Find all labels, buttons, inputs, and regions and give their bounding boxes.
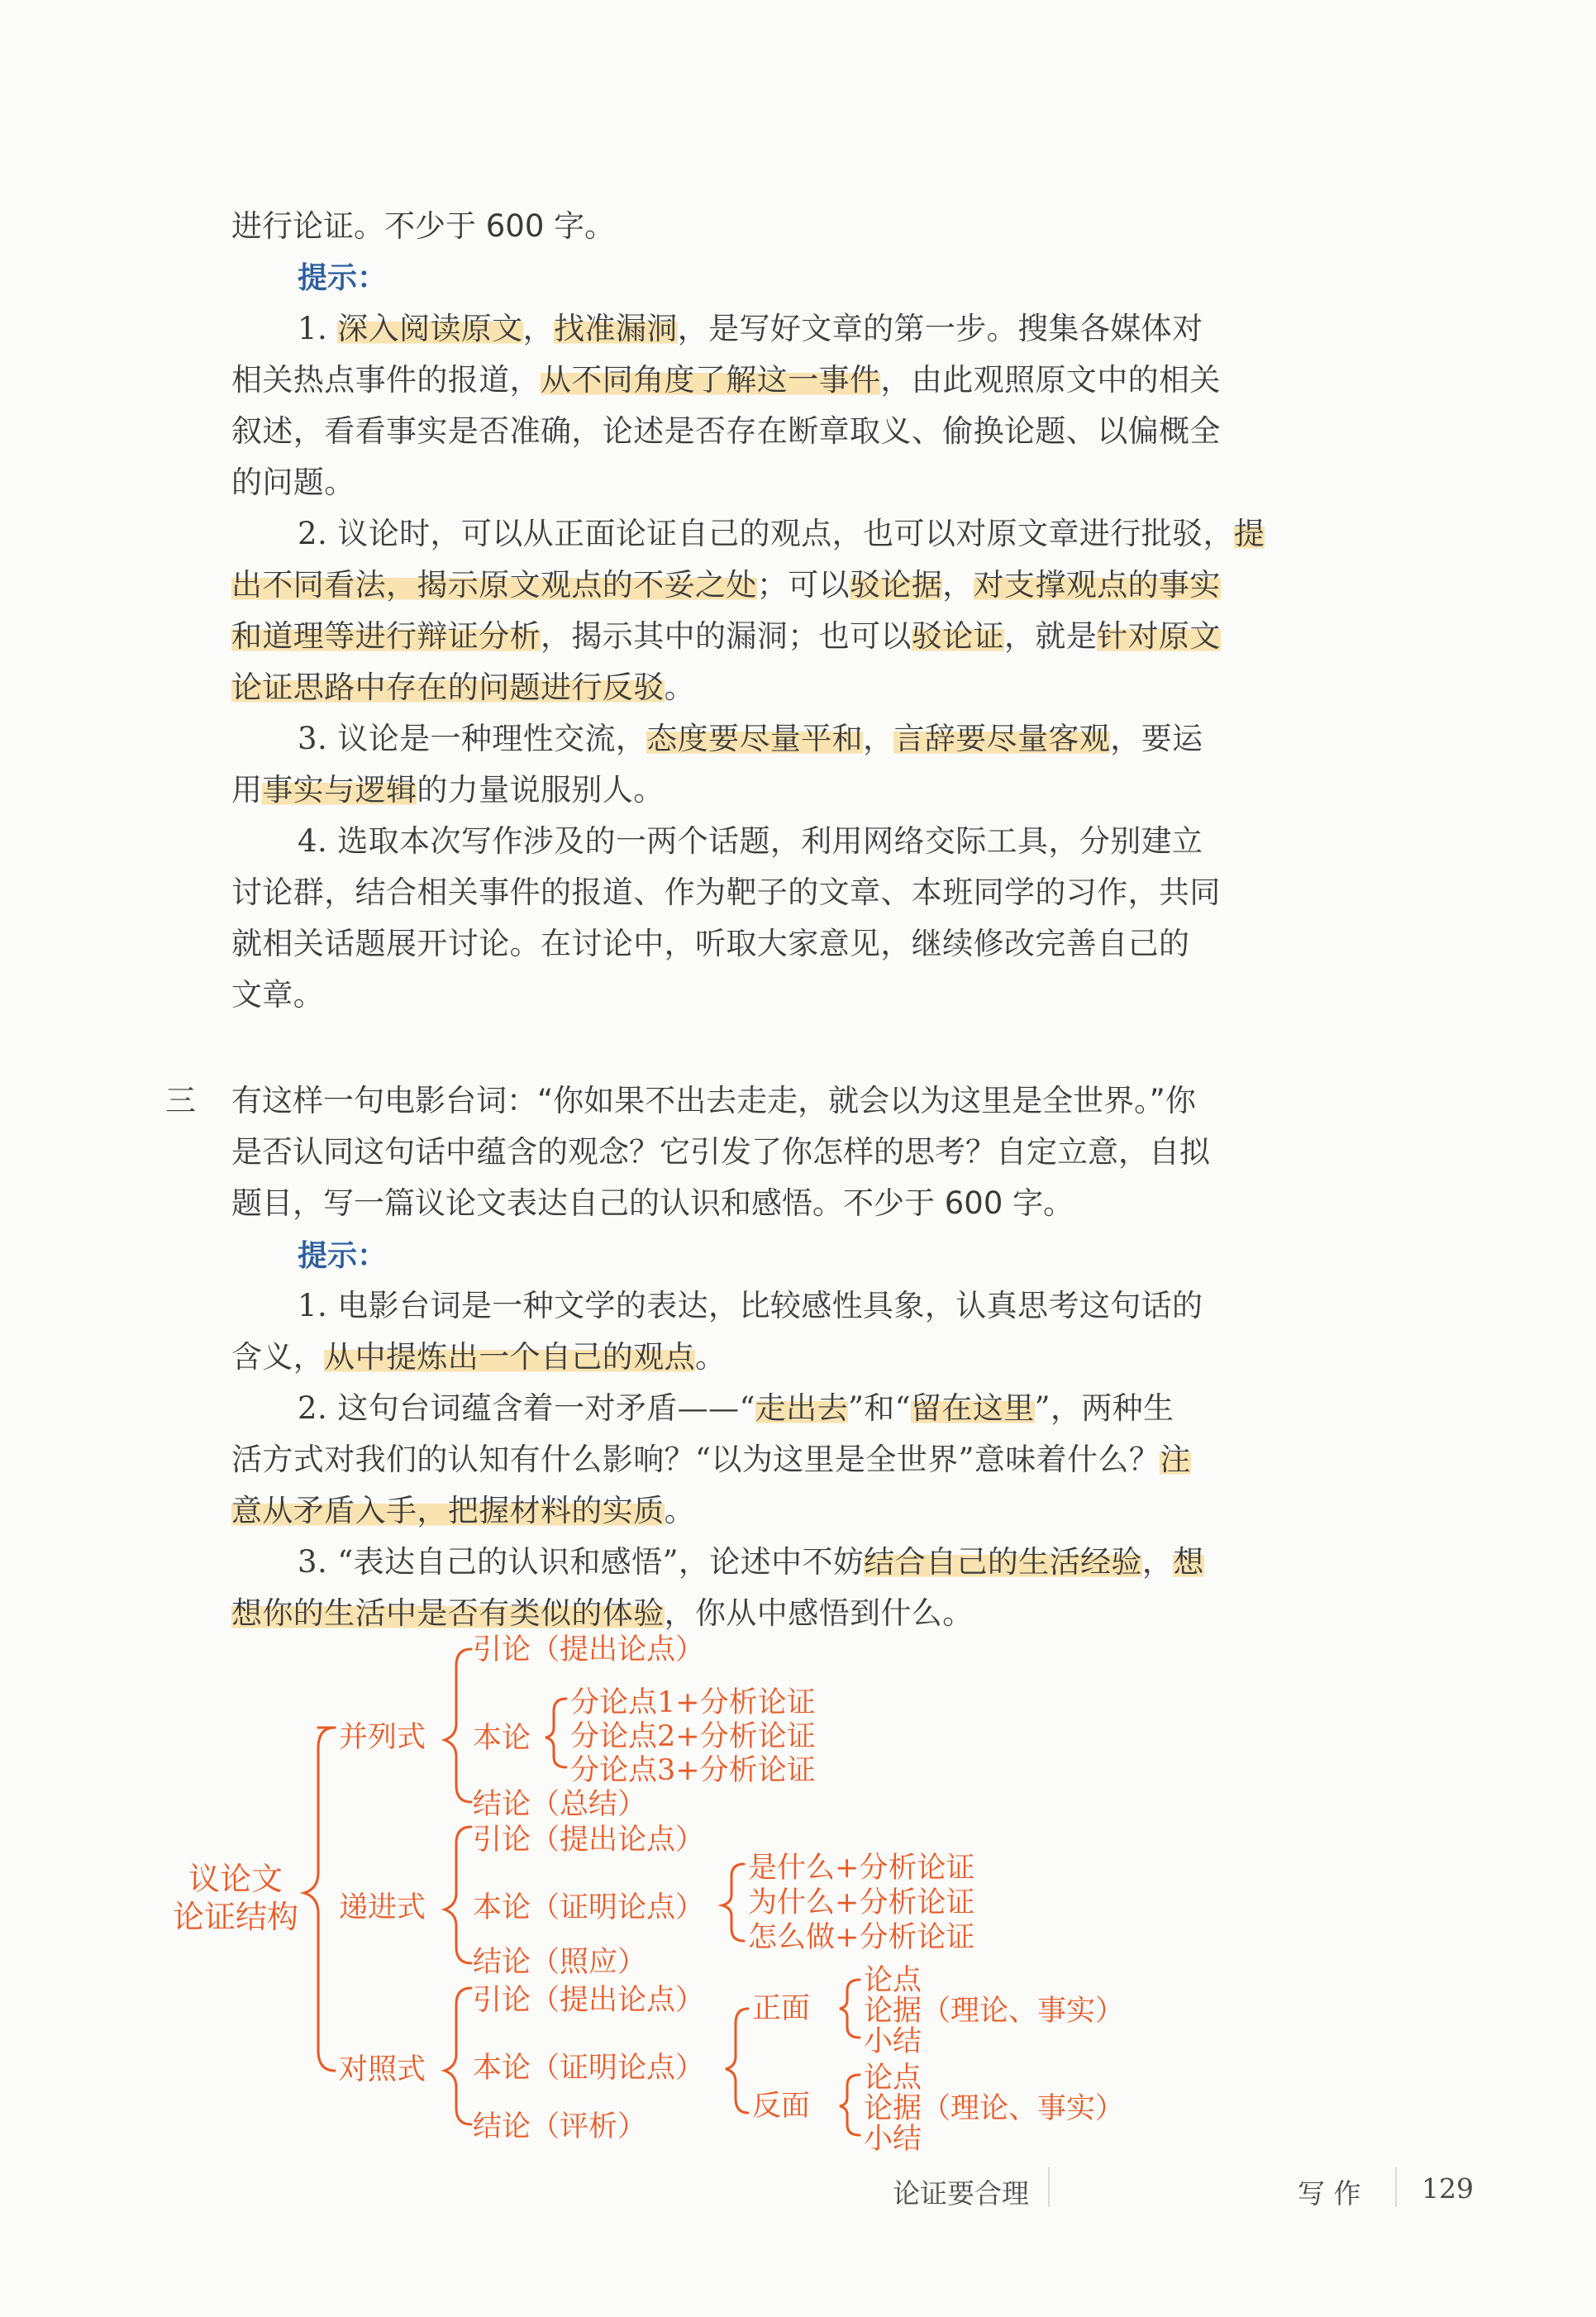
- mindmap-node: 分论点3+分析论证: [570, 1754, 816, 1787]
- text-line: 进行论证。不少于 600 字。: [231, 208, 616, 244]
- mindmap-node: 论点: [864, 2062, 922, 2095]
- highlighted-text: 走出去: [755, 1390, 848, 1426]
- text-line: 题目，写一篇议论文表达自己的认识和感悟。不少于 600 字。: [231, 1185, 1074, 1221]
- highlighted-text: 从中提炼出一个自己的观点: [324, 1339, 696, 1375]
- highlighted-text: 出不同看法，揭示原文观点的不妥之处: [231, 567, 757, 603]
- text-line: 想你的生活中是否有类似的体验，你从中感悟到什么。: [231, 1595, 974, 1631]
- text-line: 2. 这句台词蕴含着一对矛盾——“走出去”和“留在这里”，两种生: [298, 1390, 1174, 1426]
- text-line: 文章。: [231, 977, 325, 1013]
- text-line: 讨论群，结合相关事件的报道、作为靶子的文章、本班同学的习作，共同: [231, 875, 1221, 910]
- mindmap-node: 引论（提出论点）: [473, 1824, 705, 1857]
- mindmap-node: 为什么+分析论证: [748, 1886, 975, 1919]
- highlighted-text: 提: [1233, 516, 1265, 551]
- highlighted-text: 论证思路中存在的问题进行反驳: [231, 670, 665, 705]
- mindmap-node: 分论点1+分析论证: [570, 1686, 816, 1719]
- highlighted-text: 针对原文: [1097, 618, 1221, 654]
- text-line: 叙述，看看事实是否准确，论述是否存在断章取义、偷换论题、以偏概全: [231, 413, 1221, 449]
- mindmap-node: 引论（提出论点）: [473, 1633, 705, 1666]
- mindmap-root: 议论文 论证结构: [172, 1861, 298, 1935]
- mindmap-branch: 对照式: [339, 2053, 426, 2086]
- hint-label: 提示：: [298, 1239, 388, 1273]
- mindmap-node: 结论（总结）: [473, 1788, 647, 1821]
- highlighted-text: 驳论据: [850, 567, 943, 603]
- mindmap-branch: 并列式: [339, 1721, 426, 1754]
- text-line: 意从矛盾入手，把握材料的实质。: [231, 1493, 696, 1528]
- mindmap-node: 怎么做+分析论证: [748, 1921, 975, 1954]
- mindmap-node: 本论: [473, 1722, 531, 1755]
- section-number: 三: [165, 1083, 196, 1118]
- text-line: 有这样一句电影台词：“你如果不出去走走，就会以为这里是全世界。”你: [231, 1083, 1196, 1118]
- footer-unit-title: 写 作: [1298, 2177, 1361, 2210]
- mindmap-node: 正面: [752, 1992, 811, 2025]
- footer-divider: [1048, 2167, 1050, 2207]
- text-line: 3. 议论是一种理性交流，态度要尽量平和，言辞要尽量客观，要运: [298, 721, 1203, 756]
- text-line: 和道理等进行辩证分析，揭示其中的漏洞；也可以驳论证，就是针对原文: [231, 618, 1221, 654]
- text-line: 1. 电影台词是一种文学的表达，比较感性具象，认真思考这句话的: [298, 1288, 1203, 1323]
- mindmap-node: 本论（证明论点）: [473, 2052, 705, 2085]
- mindmap-node: 反面: [752, 2090, 811, 2123]
- mindmap-node: 结论（评析）: [473, 2110, 647, 2143]
- highlighted-text: 结合自己的生活经验: [864, 1544, 1142, 1580]
- highlighted-text: 意从矛盾入手，把握材料的实质: [231, 1493, 665, 1528]
- text-line: 活方式对我们的认知有什么影响？“以为这里是全世界”意味着什么？注: [231, 1442, 1191, 1477]
- text-line: 用事实与逻辑的力量说服别人。: [231, 772, 665, 808]
- mindmap-node: 论据（理论、事实）: [864, 1995, 1125, 2028]
- mindmap-node: 小结: [864, 2123, 922, 2156]
- mindmap-node: 是什么+分析论证: [748, 1852, 975, 1885]
- highlighted-text: 留在这里: [911, 1390, 1035, 1426]
- highlighted-text: 态度要尽量平和: [646, 721, 864, 756]
- highlighted-text: 对支撑观点的事实: [973, 567, 1221, 603]
- text-line: 1. 深入阅读原文，找准漏洞，是写好文章的第一步。搜集各媒体对: [298, 311, 1203, 346]
- highlighted-text: 想: [1173, 1544, 1204, 1580]
- text-line: 相关热点事件的报道，从不同角度了解这一事件，由此观照原文中的相关: [231, 362, 1221, 398]
- highlighted-text: 和道理等进行辩证分析: [231, 618, 541, 654]
- mindmap-node: 本论（证明论点）: [473, 1891, 705, 1924]
- highlighted-text: 注: [1160, 1442, 1191, 1477]
- text-line: 2. 议论时，可以从正面论证自己的观点，也可以对原文章进行批驳，提: [298, 516, 1265, 551]
- highlighted-text: 从不同角度了解这一事件: [541, 362, 881, 398]
- text-line: 是否认同这句话中蕴含的观念？它引发了你怎样的思考？自定立意，自拟: [231, 1134, 1210, 1170]
- footer-divider: [1395, 2167, 1397, 2207]
- highlighted-text: 找准漏洞: [554, 311, 678, 346]
- mindmap-node: 论点: [864, 1964, 922, 1997]
- text-line: 的问题。: [231, 465, 355, 500]
- highlighted-text: 言辞要尽量客观: [893, 721, 1111, 756]
- highlighted-text: 想你的生活中是否有类似的体验: [231, 1595, 665, 1631]
- text-line: 含义，从中提炼出一个自己的观点。: [231, 1339, 727, 1375]
- mindmap-branch: 递进式: [339, 1891, 426, 1924]
- mindmap-node: 结论（照应）: [473, 1946, 647, 1979]
- page-number: 129: [1422, 2172, 1474, 2205]
- text-line: 3. “表达自己的认识和感悟”，论述中不妨结合自己的生活经验，想: [298, 1544, 1204, 1580]
- highlighted-text: 驳论证: [911, 618, 1005, 654]
- hint-label: 提示：: [298, 261, 388, 295]
- mindmap-node: 论据（理论、事实）: [864, 2092, 1125, 2125]
- footer-section-title: 论证要合理: [893, 2177, 1029, 2210]
- text-line: 就相关话题展开讨论。在讨论中，听取大家意见，继续修改完善自己的: [231, 926, 1190, 961]
- highlighted-text: 事实与逻辑: [262, 772, 417, 808]
- mindmap-node: 引论（提出论点）: [473, 1984, 705, 2017]
- text-line: 4. 选取本次写作涉及的一两个话题，利用网络交际工具，分别建立: [298, 823, 1203, 859]
- text-line: 出不同看法，揭示原文观点的不妥之处；可以驳论据，对支撑观点的事实: [231, 567, 1221, 603]
- mindmap-node: 小结: [864, 2025, 922, 2058]
- mindmap-node: 分论点2+分析论证: [570, 1720, 816, 1753]
- highlighted-text: 深入阅读原文: [337, 311, 523, 346]
- text-line: 论证思路中存在的问题进行反驳。: [231, 670, 696, 705]
